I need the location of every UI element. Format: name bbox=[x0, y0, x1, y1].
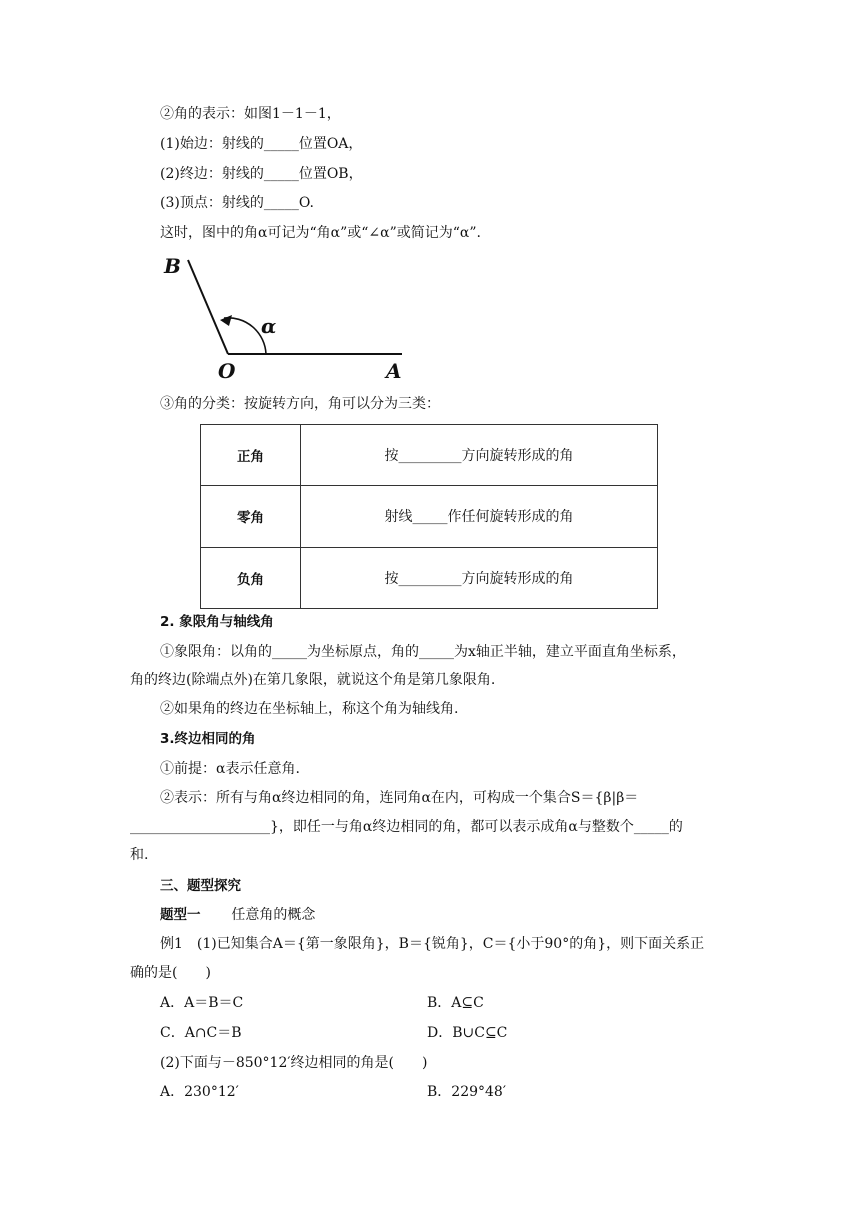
text-representation-end: 和. bbox=[130, 847, 149, 863]
text-representation: ②表示：所有与角α终边相同的角，连同角α在内，可构成一个集合S＝{β|β＝ bbox=[160, 790, 639, 806]
label-alpha: α bbox=[261, 314, 277, 338]
text-initial-side: (1)始边：射线的_____位置OA， bbox=[160, 136, 363, 152]
table-row bbox=[201, 547, 658, 608]
ray-ob bbox=[188, 260, 228, 354]
text-axis-angle: ②如果角的终边在坐标轴上，称这个角为轴线角. bbox=[160, 701, 459, 717]
cell-zero-desc: 射线_____作任何旋转形成的角 bbox=[301, 486, 658, 547]
text-terminal-side: (2)终边：射线的_____位置OB， bbox=[160, 166, 363, 182]
text-vertex: (3)顶点：射线的_____O. bbox=[160, 195, 314, 211]
section-2-heading: 2. 象限角与轴线角 bbox=[160, 614, 274, 630]
angle-arc bbox=[224, 318, 266, 354]
label-a: A bbox=[386, 359, 402, 383]
cell-positive-angle: 正角 bbox=[201, 425, 301, 486]
text-angle-notation: ②角的表示：如图1－1－1， bbox=[160, 106, 341, 122]
example-1-text: 例1 (1)已知集合A＝{第一象限角}，B＝{锐角}，C＝{小于90°的角}，则下面关系正 bbox=[160, 936, 705, 952]
label-b: B bbox=[164, 254, 181, 278]
text-premise: ①前提：α表示任意角. bbox=[160, 761, 300, 777]
text-representation-cont: ____________________}，即任一与角α终边相同的角，都可以表示成角α与整数个_____的 bbox=[130, 819, 683, 835]
question-type-1 bbox=[160, 905, 315, 925]
option-a: A．A＝B＝C bbox=[160, 995, 244, 1011]
question-type-title: 任意角的概念 bbox=[231, 907, 316, 923]
text-alpha-notation: 这时，图中的角α可记为“角α”或“∠α”或简记为“α”. bbox=[160, 225, 481, 241]
label-o: O bbox=[218, 359, 236, 383]
example-1-text-cont: 确的是( ) bbox=[130, 965, 211, 981]
cell-negative-angle: 负角 bbox=[201, 547, 301, 608]
angle-figure bbox=[160, 254, 410, 384]
table-row bbox=[201, 486, 658, 547]
text-quadrant-angle-cont: 角的终边(除端点外)在第几象限，就说这个角是第几象限角. bbox=[130, 672, 496, 688]
cell-negative-desc: 按_________方向旋转形成的角 bbox=[301, 547, 658, 608]
option-2a: A．230°12′ bbox=[160, 1084, 239, 1100]
cell-zero-angle: 零角 bbox=[201, 486, 301, 547]
option-b: B．A⊆C bbox=[427, 995, 484, 1011]
table-row bbox=[201, 425, 658, 486]
cell-positive-desc: 按_________方向旋转形成的角 bbox=[301, 425, 658, 486]
example-1-part-2: (2)下面与－850°12′终边相同的角是( ) bbox=[160, 1055, 428, 1071]
classification-table bbox=[200, 424, 658, 609]
arc-arrowhead bbox=[220, 315, 232, 326]
text-classification-intro: ③角的分类：按旋转方向，角可以分为三类： bbox=[160, 396, 440, 412]
option-d: D．B∪C⊆C bbox=[427, 1025, 508, 1041]
part-3-heading: 三、题型探究 bbox=[160, 878, 241, 894]
question-type-label: 题型一 bbox=[160, 907, 201, 923]
option-2b: B．229°48′ bbox=[427, 1084, 507, 1100]
text-quadrant-angle: ①象限角：以角的_____为坐标原点，角的_____为x轴正半轴，建立平面直角坐标系， bbox=[160, 644, 686, 660]
section-3-heading: 3.终边相同的角 bbox=[160, 731, 256, 747]
option-c: C．A∩C＝B bbox=[160, 1025, 242, 1041]
